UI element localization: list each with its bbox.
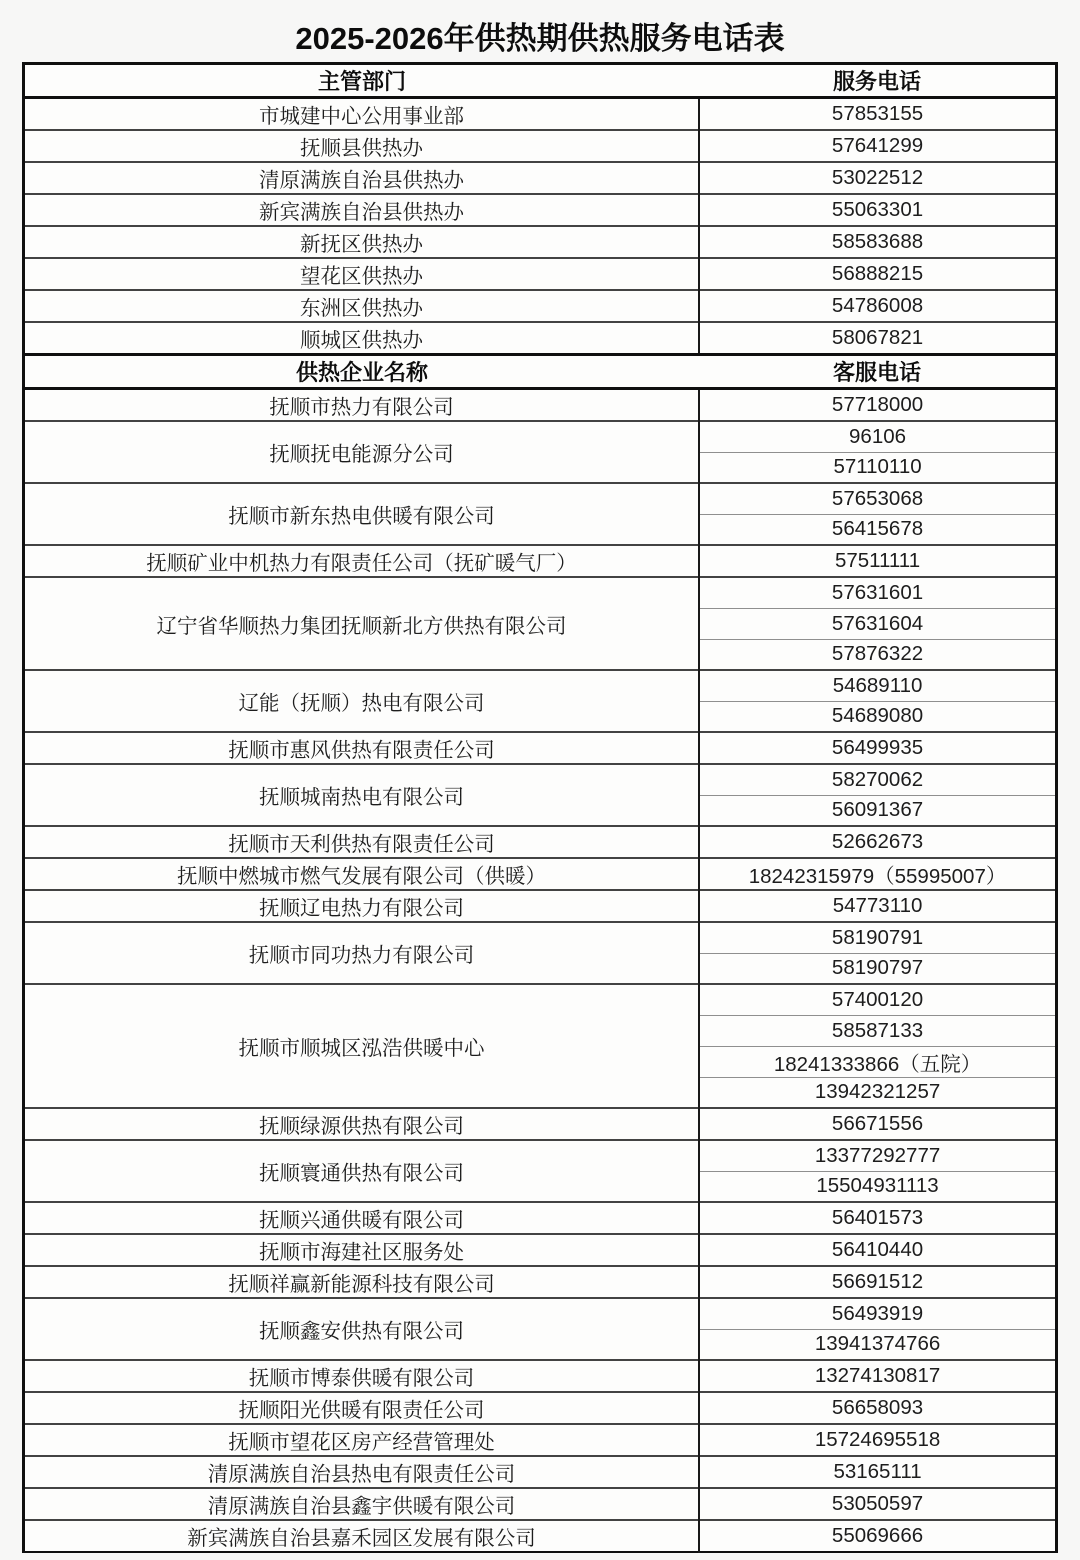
org-name-cell: 抚顺阳光供暖有限责任公司 (24, 1392, 700, 1424)
org-name-cell: 辽宁省华顺热力集团抚顺新北方供热有限公司 (24, 577, 700, 670)
column-header-name: 主管部门 (24, 64, 700, 98)
org-name-cell: 市城建中心公用事业部 (24, 98, 700, 131)
org-name-cell: 东洲区供热办 (24, 290, 700, 322)
table-row (24, 922, 1057, 953)
table-row (24, 858, 1057, 890)
table-row (24, 1234, 1057, 1266)
table-row (24, 483, 1057, 514)
table-row (24, 290, 1057, 322)
phone-number-cell: 53050597 (699, 1488, 1056, 1520)
phone-number-cell: 56415678 (699, 514, 1056, 545)
table-row (24, 984, 1057, 1015)
table-row (24, 226, 1057, 258)
table-row (24, 322, 1057, 355)
org-name-cell: 抚顺市海建社区服务处 (24, 1234, 700, 1266)
phone-number-cell: 56493919 (699, 1298, 1056, 1329)
phone-number-cell: 58587133 (699, 1015, 1056, 1046)
phone-number-cell: 18241333866（五院） (699, 1046, 1056, 1077)
org-name-cell: 抚顺城南热电有限公司 (24, 764, 700, 826)
org-name-cell: 抚顺鑫安供热有限公司 (24, 1298, 700, 1360)
org-name-cell: 抚顺寰通供热有限公司 (24, 1140, 700, 1202)
phone-number-cell: 58190797 (699, 953, 1056, 984)
phone-number-cell: 58583688 (699, 226, 1056, 258)
table-row (24, 389, 1057, 422)
phone-number-cell: 13941374766 (699, 1329, 1056, 1360)
org-name-cell: 新抚区供热办 (24, 226, 700, 258)
table-row (24, 258, 1057, 290)
phone-number-cell: 55063301 (699, 194, 1056, 226)
org-name-cell: 抚顺县供热办 (24, 130, 700, 162)
org-name-cell: 抚顺市望花区房产经营管理处 (24, 1424, 700, 1456)
table-row (24, 1360, 1057, 1392)
table-row (24, 1488, 1057, 1520)
table-row (24, 98, 1057, 131)
page-title: 2025-2026年供热期供热服务电话表 (295, 21, 785, 56)
org-name-cell: 清原满族自治县鑫宇供暖有限公司 (24, 1488, 700, 1520)
phone-number-cell: 58067821 (699, 322, 1056, 355)
section-header-row-companies (24, 355, 1057, 389)
org-name-cell: 抚顺市顺城区泓浩供暖中心 (24, 984, 700, 1108)
phone-number-cell: 54689110 (699, 670, 1056, 701)
table-row (24, 545, 1057, 577)
table-row (24, 577, 1057, 608)
table-row (24, 1266, 1057, 1298)
phone-number-cell: 57631601 (699, 577, 1056, 608)
org-name-cell: 清原满族自治县热电有限责任公司 (24, 1456, 700, 1488)
phone-number-cell: 18242315979（55995007） (699, 858, 1056, 890)
phone-number-cell: 57718000 (699, 389, 1056, 422)
org-name-cell: 顺城区供热办 (24, 322, 700, 355)
org-name-cell: 新宾满族自治县供热办 (24, 194, 700, 226)
phone-number-cell: 57653068 (699, 483, 1056, 514)
org-name-cell: 抚顺市天利供热有限责任公司 (24, 826, 700, 858)
phone-number-cell: 57631604 (699, 608, 1056, 639)
org-name-cell: 抚顺兴通供暖有限公司 (24, 1202, 700, 1234)
table-row (24, 421, 1057, 452)
org-name-cell: 新宾满族自治县嘉禾园区发展有限公司 (24, 1520, 700, 1552)
table-row (24, 1298, 1057, 1329)
org-name-cell: 抚顺抚电能源分公司 (24, 421, 700, 483)
table-row (24, 1520, 1057, 1552)
phone-number-cell: 56671556 (699, 1108, 1056, 1140)
table-row (24, 130, 1057, 162)
phone-number-cell: 52662673 (699, 826, 1056, 858)
org-name-cell: 抚顺矿业中机热力有限责任公司（抚矿暖气厂） (24, 545, 700, 577)
column-header-name: 供热企业名称 (24, 355, 700, 389)
phone-number-cell: 53022512 (699, 162, 1056, 194)
phone-number-cell: 56091367 (699, 795, 1056, 826)
org-name-cell: 抚顺绿源供热有限公司 (24, 1108, 700, 1140)
phone-number-cell: 57641299 (699, 130, 1056, 162)
table-row (24, 1392, 1057, 1424)
phone-number-cell: 58190791 (699, 922, 1056, 953)
phone-number-cell: 57511111 (699, 545, 1056, 577)
phone-number-cell: 13942321257 (699, 1077, 1056, 1108)
phone-number-cell: 56410440 (699, 1234, 1056, 1266)
phone-number-cell: 57876322 (699, 639, 1056, 670)
org-name-cell: 辽能（抚顺）热电有限公司 (24, 670, 700, 732)
org-name-cell: 抚顺市惠风供热有限责任公司 (24, 732, 700, 764)
org-name-cell: 望花区供热办 (24, 258, 700, 290)
phone-number-cell: 55069666 (699, 1520, 1056, 1552)
org-name-cell: 清原满族自治县供热办 (24, 162, 700, 194)
table-row (24, 670, 1057, 701)
notice-sheet (22, 18, 1058, 1553)
heating-phone-table (22, 62, 1058, 1553)
table-row (24, 1202, 1057, 1234)
phone-number-cell: 54689080 (699, 701, 1056, 732)
phone-number-cell: 56499935 (699, 732, 1056, 764)
phone-number-cell: 53165111 (699, 1456, 1056, 1488)
table-row (24, 1424, 1057, 1456)
phone-number-cell: 56888215 (699, 258, 1056, 290)
table-row (24, 1108, 1057, 1140)
phone-number-cell: 56658093 (699, 1392, 1056, 1424)
column-header-phone: 服务电话 (699, 64, 1056, 98)
phone-number-cell: 13377292777 (699, 1140, 1056, 1171)
table-row (24, 890, 1057, 922)
column-header-phone: 客服电话 (699, 355, 1056, 389)
table-row (24, 732, 1057, 764)
org-name-cell: 抚顺市新东热电供暖有限公司 (24, 483, 700, 545)
table-row (24, 826, 1057, 858)
phone-number-cell: 57110110 (699, 452, 1056, 483)
phone-number-cell: 56401573 (699, 1202, 1056, 1234)
section-header-row-departments (24, 64, 1057, 98)
org-name-cell: 抚顺祥赢新能源科技有限公司 (24, 1266, 700, 1298)
org-name-cell: 抚顺中燃城市燃气发展有限公司（供暖） (24, 858, 700, 890)
table-row (24, 1456, 1057, 1488)
table-row (24, 162, 1057, 194)
phone-number-cell: 58270062 (699, 764, 1056, 795)
phone-number-cell: 56691512 (699, 1266, 1056, 1298)
phone-number-cell: 54786008 (699, 290, 1056, 322)
org-name-cell: 抚顺辽电热力有限公司 (24, 890, 700, 922)
org-name-cell: 抚顺市同功热力有限公司 (24, 922, 700, 984)
table-row (24, 194, 1057, 226)
table-row (24, 764, 1057, 795)
phone-number-cell: 15724695518 (699, 1424, 1056, 1456)
phone-number-cell: 15504931113 (699, 1171, 1056, 1202)
phone-number-cell: 13274130817 (699, 1360, 1056, 1392)
phone-number-cell: 57400120 (699, 984, 1056, 1015)
table-row (24, 1140, 1057, 1171)
phone-number-cell: 54773110 (699, 890, 1056, 922)
org-name-cell: 抚顺市热力有限公司 (24, 389, 700, 422)
phone-number-cell: 96106 (699, 421, 1056, 452)
org-name-cell: 抚顺市博泰供暖有限公司 (24, 1360, 700, 1392)
phone-number-cell: 57853155 (699, 98, 1056, 131)
